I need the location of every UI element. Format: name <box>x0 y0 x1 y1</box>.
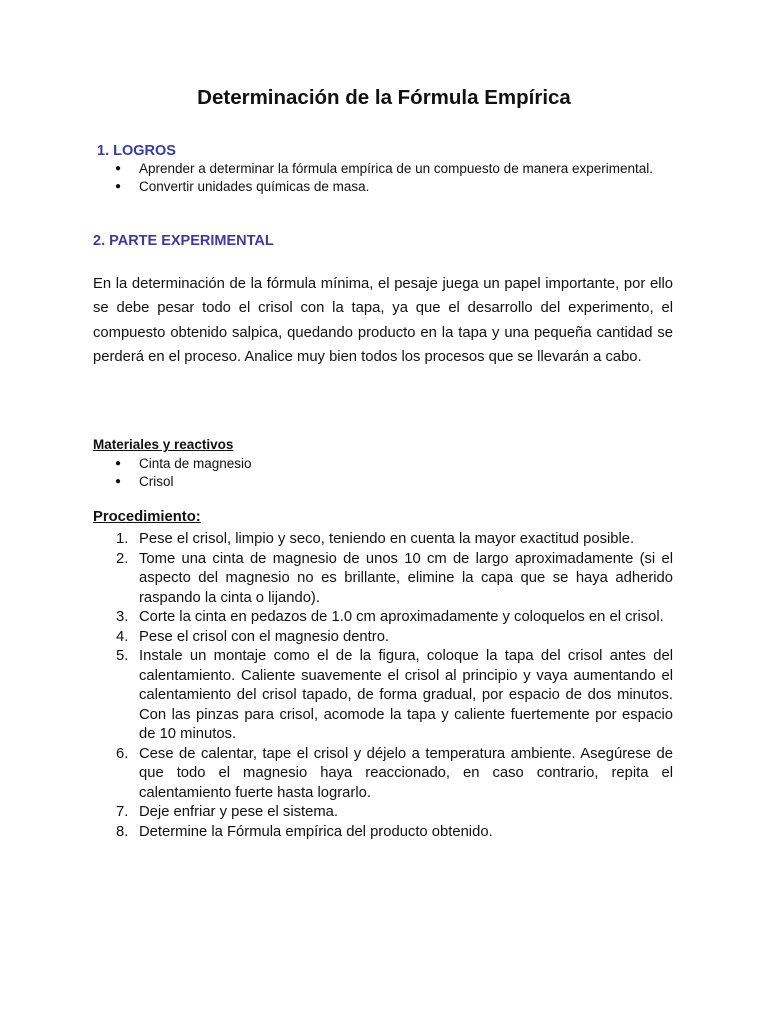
procedimiento-heading: Procedimiento: <box>93 509 201 525</box>
list-item: ● Convertir unidades químicas de masa. <box>93 178 673 196</box>
logros-heading: 1. LOGROS <box>97 143 176 159</box>
step-number: 8. <box>116 823 129 840</box>
list-item: ● Cinta de magnesio <box>93 455 673 473</box>
step-number: 7. <box>116 804 129 820</box>
list-item: ● Crisol <box>93 473 673 491</box>
step-number: 1. <box>116 531 129 547</box>
step-number: 4. <box>116 628 129 645</box>
list-item: ● Aprender a determinar la fórmula empírica de un compuesto de manera experimental. <box>93 160 673 178</box>
procedure-step <box>93 745 673 804</box>
step-text: Tome una cinta de magnesio de unos 10 cm de largo aproximadamente (si el aspecto del magnesio no es brillante, elimine la capa que se haya adherido raspando la cinta o lijando). <box>139 550 673 606</box>
intro-paragraph: En la determinación de la fórmula mínima, el pesaje juega un papel importante, por ello se debe pesar todo el crisol con la tapa, ya que el desarrollo del experimento, el compuesto obtenido salpica, quedando producto en la tapa y una pequeña cantidad se perderá en el proceso. Analice muy bien todos los procesos que se llevarán a cabo. <box>93 276 673 366</box>
materiales-list <box>93 455 673 491</box>
step-number: 6. <box>116 745 129 762</box>
step-text: Cese de calentar, tape el crisol y déjelo a temperatura ambiente. Asegúrese de que todo el magnesio haya reaccionado, en caso contrario, repita el calentamiento fuerte hasta lograrlo. <box>139 745 673 801</box>
step-text: Determine la Fórmula empírica del producto obtenido. <box>139 823 493 840</box>
step-text: Pese el crisol con el magnesio dentro. <box>139 628 390 645</box>
procedure-step <box>93 550 673 609</box>
procedure-step <box>93 647 673 745</box>
step-text: Deje enfriar y pese el sistema. <box>139 804 339 820</box>
step-text: Pese el crisol, limpio y seco, teniendo en cuenta la mayor exactitud posible. <box>139 531 635 547</box>
step-number: 2. <box>116 550 129 567</box>
procedure-step <box>93 823 673 843</box>
procedure-step <box>93 608 673 628</box>
parte-experimental-heading: 2. PARTE EXPERIMENTAL <box>93 233 274 249</box>
logros-list <box>93 160 673 196</box>
document-title: Determinación de la Fórmula Empírica <box>197 86 571 109</box>
materiales-heading: Materiales y reactivos <box>93 437 234 452</box>
step-number: 3. <box>116 609 129 625</box>
procedimiento-list <box>93 530 673 842</box>
procedure-step <box>93 530 673 550</box>
step-text: Corte la cinta en pedazos de 1.0 cm aproximadamente y coloquelos en el crisol. <box>139 609 664 625</box>
step-text: Instale un montaje como el de la figura, coloque la tapa del crisol antes del calentamiento. Caliente suavemente el crisol al principio y vaya aumentando el calentamiento del crisol tapado, de forma gradual, por espacio de dos minutos. Con las pinzas para crisol, acomode la tapa y caliente fuertemente por espacio de 10 minutos. <box>139 648 673 742</box>
procedure-step <box>93 803 673 823</box>
step-number: 5. <box>116 648 129 664</box>
procedure-step <box>93 628 673 648</box>
